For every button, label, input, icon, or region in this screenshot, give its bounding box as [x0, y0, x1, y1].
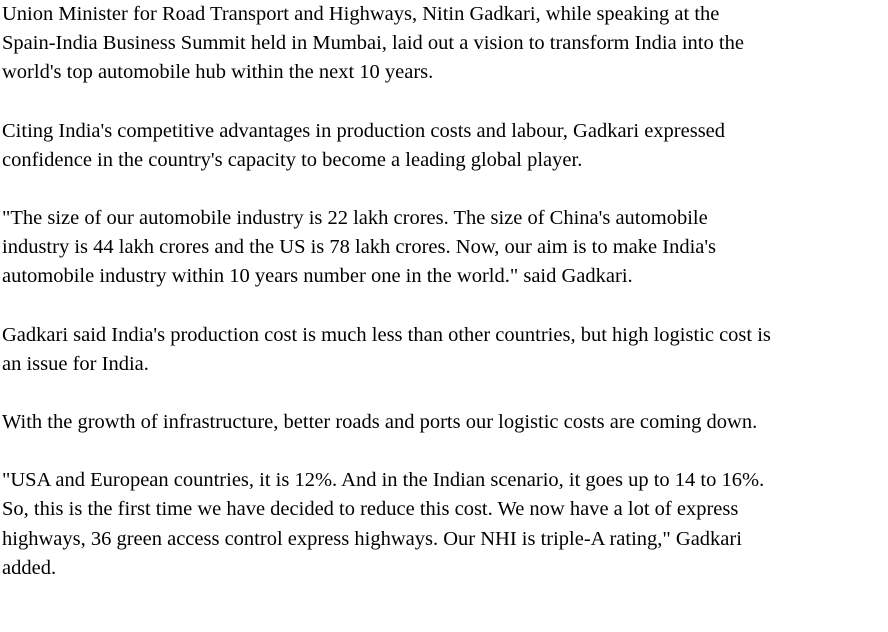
text-line: highways, 36 green access control express highways. Our NHI is triple-A rating," Gadkari — [2, 527, 742, 550]
text-line: confidence in the country's capacity to become a leading global player. — [2, 148, 583, 171]
text-line: Citing India's competitive advantages in production costs and labour, Gadkari expressed — [2, 119, 726, 142]
paragraph-4 — [2, 321, 887, 379]
text-line: automobile industry within 10 years number one in the world." said Gadkari. — [2, 265, 633, 288]
paragraph-1 — [2, 0, 887, 88]
paragraph-2 — [2, 117, 887, 175]
paragraph-3 — [2, 204, 887, 292]
text-line: Spain-India Business Summit held in Mumbai, laid out a vision to transform India into the — [2, 32, 744, 55]
text-line: With the growth of infrastructure, better roads and ports our logistic costs are coming down. — [2, 411, 758, 434]
text-line: So, this is the first time we have decided to reduce this cost. We now have a lot of express — [2, 498, 739, 521]
text-line: added. — [2, 556, 57, 579]
text-line: Gadkari said India's production cost is much less than other countries, but high logistic cost is — [2, 323, 771, 346]
text-line: "The size of our automobile industry is 22 lakh crores. The size of China's automobile — [2, 207, 708, 230]
text-line: "USA and European countries, it is 12%. And in the Indian scenario, it goes up to 14 to 16%. — [2, 469, 765, 492]
article-body — [2, 0, 887, 583]
paragraph-5 — [2, 408, 887, 437]
text-line: world's top automobile hub within the next 10 years. — [2, 61, 434, 84]
text-line: an issue for India. — [2, 352, 149, 375]
paragraph-6 — [2, 466, 887, 583]
text-line: Union Minister for Road Transport and Highways, Nitin Gadkari, while speaking at the — [2, 3, 720, 25]
text-line: industry is 44 lakh crores and the US is 78 lakh crores. Now, our aim is to make India's — [2, 236, 717, 259]
